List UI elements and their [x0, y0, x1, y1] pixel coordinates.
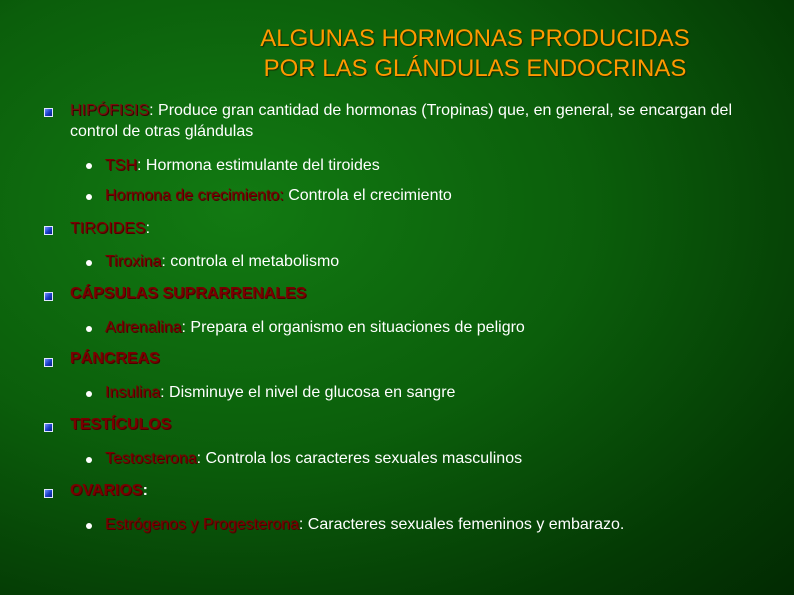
section-text: : [142, 482, 148, 499]
bullet-icon [44, 423, 53, 432]
item-term: Hormona de crecimiento: [105, 187, 284, 204]
title-line-1: ALGUNAS HORMONAS PRODUCIDAS [260, 25, 690, 52]
section-text: : [145, 220, 151, 237]
bullet-icon [44, 226, 53, 235]
title-line-2: POR LAS GLÁNDULAS ENDOCRINAS [263, 55, 687, 82]
bullet-dot [86, 326, 92, 332]
bullet-icon [44, 108, 53, 117]
item-text: : Controla los caracteres sexuales masculinos [196, 450, 523, 467]
section-heading: TIROIDES [70, 220, 146, 237]
item-term: Testosterona [105, 450, 197, 467]
bullet-icon [44, 358, 53, 367]
section-heading: TESTÍCULOS [70, 416, 172, 433]
bullet-dot [86, 194, 92, 200]
section-heading: HIPÓFISIS [70, 102, 150, 119]
item-text: : Prepara el organismo en situaciones de peligro [181, 319, 525, 336]
bullet-dot [86, 523, 92, 529]
section-heading: CÁPSULAS SUPRARRENALES [70, 285, 307, 302]
item-text: : Disminuye el nivel de glucosa en sangre [160, 384, 456, 401]
item-tiroxina [105, 251, 765, 272]
section-hipofisis [70, 100, 750, 142]
item-text: : controla el metabolismo [161, 253, 340, 270]
section-testiculos [70, 414, 750, 435]
item-adrenalina [105, 317, 765, 338]
item-testosterona [105, 448, 765, 469]
section-capsulas [70, 283, 750, 304]
section-tiroides [70, 218, 750, 239]
item-term: Adrenalina [105, 319, 182, 336]
bullet-dot [86, 457, 92, 463]
bullet-dot [86, 391, 92, 397]
section-heading: OVARIOS [70, 482, 143, 499]
item-insulina [105, 382, 765, 403]
section-pancreas [70, 348, 750, 369]
item-estrogenos-progesterona [105, 514, 765, 535]
item-text: Controla el crecimiento [283, 187, 452, 204]
item-term: TSH [105, 157, 137, 174]
bullet-dot [86, 163, 92, 169]
item-term: Estrógenos y Progesterona [105, 516, 299, 533]
item-term: Tiroxina [105, 253, 162, 270]
item-text: : Hormona estimulante del tiroides [137, 157, 380, 174]
item-text: : Caracteres sexuales femeninos y embarazo. [298, 516, 625, 533]
bullet-dot [86, 260, 92, 266]
item-hormona-crecimiento [105, 185, 765, 206]
section-heading: PÁNCREAS [70, 350, 160, 367]
slide-title [180, 24, 770, 84]
section-text: : Produce gran cantidad de hormonas (Tropinas) que, en general, se encargan del control de otras glándulas [70, 102, 733, 140]
bullet-icon [44, 292, 53, 301]
bullet-icon [44, 489, 53, 498]
item-tsh [105, 155, 765, 176]
item-term: Insulina [105, 384, 161, 401]
section-ovarios [70, 480, 750, 501]
